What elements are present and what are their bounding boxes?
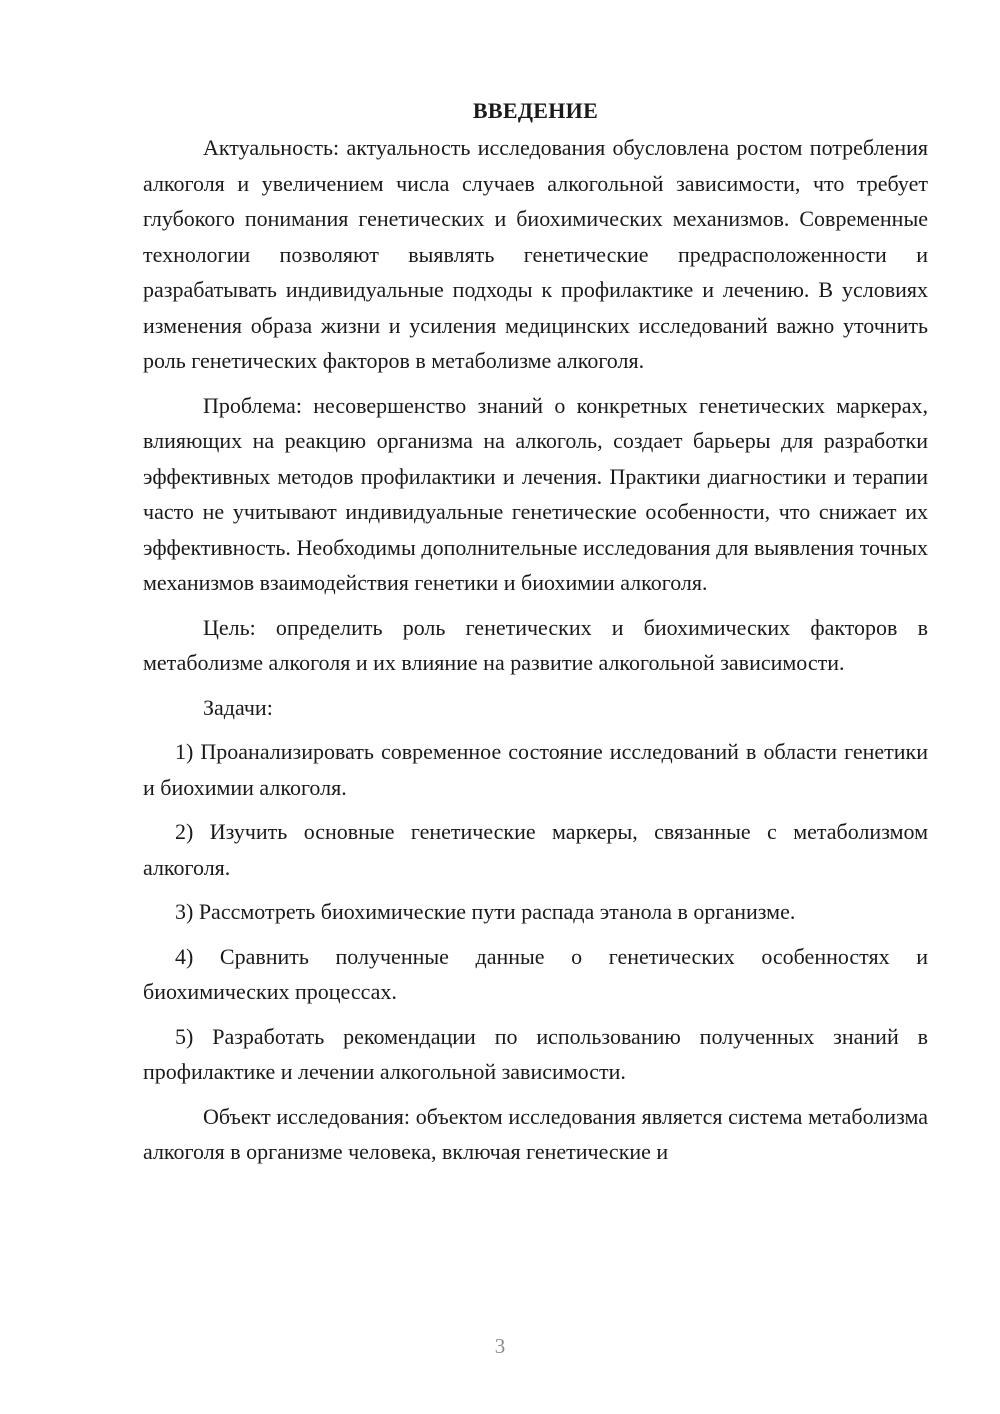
task-item-4: 4) Сравнить полученные данные о генетических особенностях и биохимических процессах. (143, 943, 928, 1004)
document-page (143, 94, 928, 1179)
paragraph-relevance: Актуальность: актуальность исследования обусловлена ростом потребления алкоголя и увеличением числа случаев алкогольной зависимости, что требует глубокого понимания генетических и биохимических механизмов. Современные технологии позволяют выявлять генетические предрасположенности и разрабатывать индивидуальные подходы к профилактике и лечению. В условиях изменения образа жизни и усиления медицинских исследований важно уточнить роль генетических факторов в метаболизме алкоголя. (143, 135, 928, 373)
paragraph-goal: Цель: определить роль генетических и биохимических факторов в метаболизме алкоголя и их влияние на развитие алкогольной зависимости. (143, 614, 928, 675)
task-item-5: 5) Разработать рекомендации по использованию полученных знаний в профилактике и лечении алкогольной зависимости. (143, 1023, 928, 1084)
section-title: ВВЕДЕНИЕ (472, 98, 599, 123)
paragraph-object: Объект исследования: объектом исследования является система метаболизма алкоголя в организме человека, включая генетические и (143, 1103, 928, 1164)
tasks-heading: Задачи: (203, 694, 273, 720)
task-item-1: 1) Проанализировать современное состояние исследований в области генетики и биохимии алкоголя. (143, 739, 928, 800)
task-item-2: 2) Изучить основные генетические маркеры, связанные с метаболизмом алкоголя. (143, 819, 928, 880)
page-number: 3 (494, 1334, 506, 1358)
paragraph-problem: Проблема: несовершенство знаний о конкретных генетических маркерах, влияющих на реакцию организма на алкоголь, создает барьеры для разработки эффективных методов профилактики и лечения. Практики диагностики и терапии часто не учитывают индивидуальные генетические особенности, что снижает их эффективность. Необходимы дополнительные исследования для выявления точных механизмов взаимодействия генетики и биохимии алкоголя. (143, 392, 928, 595)
task-item-3: 3) Рассмотреть биохимические пути распада этанола в организме. (175, 899, 796, 924)
